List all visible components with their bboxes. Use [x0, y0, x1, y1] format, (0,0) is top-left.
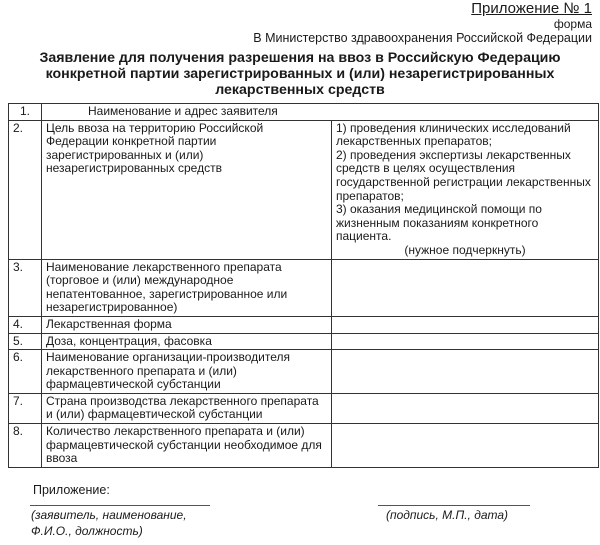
row-number: 4.: [9, 316, 42, 333]
table-row: [9, 316, 599, 333]
purpose-option[interactable]: 1) проведения клинических исследований лекарственных препаратов;: [336, 120, 571, 149]
row-number: 2.: [9, 120, 42, 259]
row-label: Наименование и адрес заявителя: [42, 104, 599, 121]
row-label: Наименование организации-производителя лекарственного препарата и (или) фармацевтической субстанции: [42, 350, 332, 394]
row-label: Наименование лекарственного препарата (торговое и (или) международное непатентованное, зарегистрированное или незарегистрированное): [42, 259, 332, 316]
value-cell[interactable]: [332, 350, 599, 394]
addressee: В Министерство здравоохранения Российской Федерации: [253, 31, 592, 45]
table-row: [9, 120, 599, 259]
row-label: Лекарственная форма: [42, 316, 332, 333]
row-number: 3.: [9, 259, 42, 316]
underline-hint: (нужное подчеркнуть): [404, 242, 526, 257]
annex-number: Приложение № 1: [471, 0, 592, 17]
row-number: 5.: [9, 333, 42, 350]
signature-caption: (подпись, М.П., дата): [386, 508, 509, 522]
signature-line-left: [30, 505, 210, 506]
row-number: 8.: [9, 424, 42, 468]
signature-line-right: [378, 505, 530, 506]
application-table: [8, 103, 599, 468]
row-label: Доза, концентрация, фасовка: [42, 333, 332, 350]
table-row: [9, 350, 599, 394]
row-number: 6.: [9, 350, 42, 394]
table-row: [9, 393, 599, 423]
row-label: Цель ввоза на территорию Российской Федерации конкретной партии зарегистрированных и (или) незарегистрированных средств: [42, 120, 332, 259]
row-label: Страна производства лекарственного препарата и (или) фармацевтической субстанции: [42, 393, 332, 423]
signer-caption-line2: Ф.И.О., должность): [31, 524, 143, 538]
value-cell[interactable]: [332, 259, 599, 316]
value-cell[interactable]: [332, 424, 599, 468]
row-number: 1.: [9, 104, 42, 121]
table-row: [9, 424, 599, 468]
value-cell[interactable]: [332, 333, 599, 350]
signer-caption: (заявитель, наименование,: [31, 508, 187, 522]
row-number: 7.: [9, 393, 42, 423]
purpose-options-cell[interactable]: [332, 120, 599, 259]
form-label: форма: [553, 17, 592, 31]
row-label: Количество лекарственного препарата и (или) фармацевтической субстанции необходимое для ввоза: [42, 424, 332, 468]
table-row: [9, 333, 599, 350]
purpose-option[interactable]: 2) проведения экспертизы лекарственных средств в целях осуществления государственной регистрации лекарственных препаратов;: [336, 147, 591, 203]
value-cell[interactable]: [332, 316, 599, 333]
purpose-option[interactable]: 3) оказания медицинской помощи по жизненным показаниям конкретного пациента.: [336, 202, 542, 244]
table-row: [9, 104, 599, 121]
table-row: [9, 259, 599, 316]
value-cell[interactable]: [332, 393, 599, 423]
document-title: Заявление для получения разрешения на ввоз в Российскую Федерацию конкретной партии зарегистрированных и (или) незарегистрированных лекарственных средств: [39, 50, 561, 98]
attachment-label: Приложение:: [33, 483, 110, 497]
